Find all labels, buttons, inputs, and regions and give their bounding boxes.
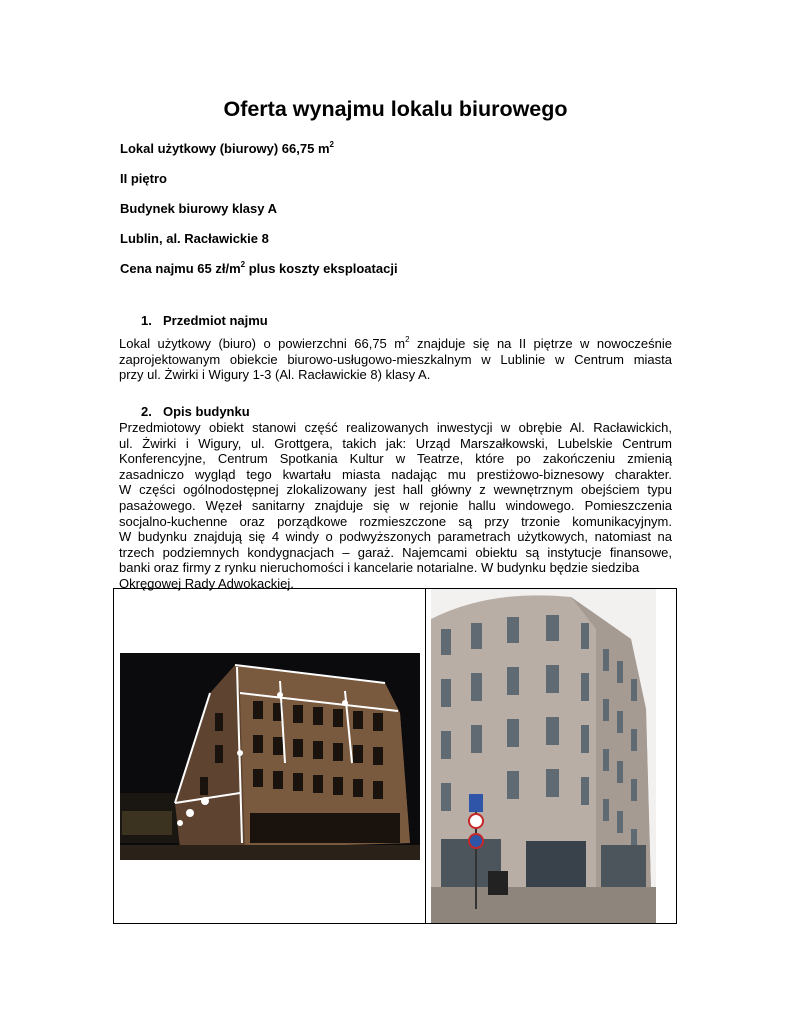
section2-line: W budynku znajdują się 4 windy o podwyższonych parametrach użytkowych, natomiast na — [119, 529, 672, 545]
section2-line: banki oraz firmy z rynku nieruchomości i kancelarie notarialne. W budynku będzie siedziba — [119, 560, 640, 576]
section2-heading — [141, 404, 250, 420]
fact-address-text: Lublin, al. Racławickie 8 — [120, 231, 269, 246]
section1-line1-a: Lokal użytkowy (biuro) o powierzchni 66,75 m — [119, 336, 406, 351]
section2-line: socjalno-kuchenne oraz porządkowe rozmieszczone są przy trzonie komunikacyjnym. — [119, 513, 672, 529]
section1-line — [119, 336, 672, 352]
document-title: Oferta wynajmu lokalu biurowego — [223, 97, 568, 121]
section1-title: Przedmiot najmu — [163, 313, 268, 328]
section2-line: Przedmiotowy obiekt stanowi część realizowanych inwestycji w obrębie Al. Racławickich, — [119, 420, 672, 435]
fact-area-text: Lokal użytkowy (biurowy) 66,75 m — [120, 141, 330, 156]
fact-floor — [120, 171, 167, 187]
section2-line: pasażowego. Węzeł sanitarny znajduje się w rejonie hallu windowego. Pomieszczenia — [119, 497, 672, 513]
section1-line1-sup: 2 — [405, 335, 410, 344]
building-day-photo — [431, 589, 656, 923]
section2-title: Opis budynku — [163, 404, 250, 419]
photo-table — [113, 588, 677, 924]
section1-line1-b: znajduje się na II piętrze w nowocześnie — [409, 336, 673, 351]
section2-line: W części ogólnodostępnej zlokalizowany jest hall główny z wewnętrznym obejściem typu — [119, 482, 672, 498]
fact-price-text: Cena najmu 65 zł/m — [120, 261, 241, 276]
fact-price-after: plus koszty eksploatacji — [245, 261, 398, 276]
building-night-photo — [120, 653, 420, 860]
section2-line: ul. Żwirki i Wigury, ul. Grottgera, takich jak: Urząd Marszałkowski, Lubelskie Centrum — [119, 435, 672, 451]
section2-line: zasadniczo wygląd tego kwartału miasta nadając mu prestiżowo-biznesowy charakter. — [119, 466, 672, 482]
section2-line: Konferencyjne, Centrum Spotkania Kultur w Teatrze, które po zakończeniu zmienią — [119, 451, 672, 467]
fact-address — [120, 231, 269, 247]
section1-line: zaprojektowanym obiekcie biurowo-usługowo-mieszkalnym w Lublinie w Centrum miasta — [119, 351, 672, 367]
fact-building-class — [120, 201, 277, 217]
fact-area-sup: 2 — [329, 140, 334, 149]
fact-area — [120, 141, 334, 157]
section2-line: Okręgowej Rady Adwokackiej. — [119, 575, 294, 591]
section2-line: trzech podziemnych kondygnacjach – garaż. Najemcami obiektu są instytucje finansowe, — [119, 544, 672, 560]
photo-table-divider — [425, 589, 426, 923]
fact-building-class-text: Budynek biurowy klasy A — [120, 201, 278, 216]
fact-floor-text: II piętro — [120, 171, 167, 186]
section1-number: 1. — [141, 313, 152, 328]
section2-number: 2. — [141, 404, 152, 419]
section1-paragraph — [119, 336, 672, 383]
section1-heading — [141, 313, 268, 329]
section1-line: przy ul. Żwirki i Wigury 1-3 (Al. Racławickie 8) klasy A. — [119, 367, 431, 383]
section2-paragraph — [119, 420, 672, 592]
fact-price — [120, 261, 398, 277]
fact-price-sup: 2 — [240, 260, 246, 269]
